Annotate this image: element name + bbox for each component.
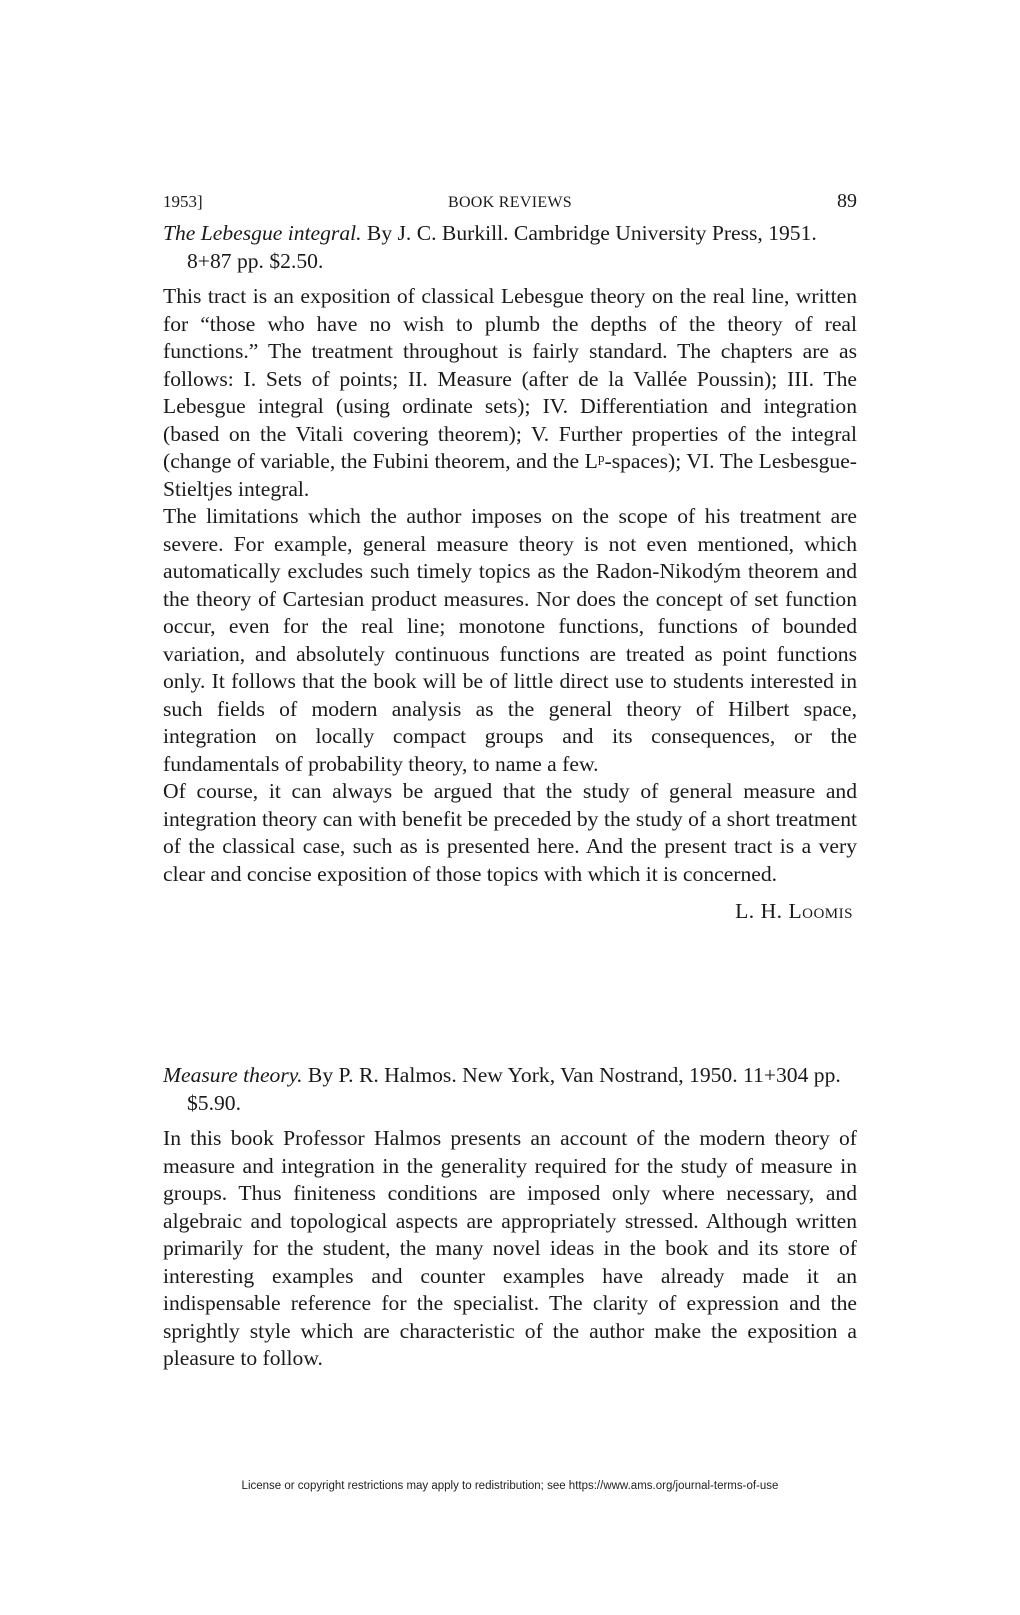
review-lebesgue-integral <box>163 220 857 926</box>
reviewer-signature: L. H. Loomis <box>735 899 853 923</box>
review-measure-theory <box>163 1062 857 1373</box>
running-head <box>163 190 857 218</box>
review-citation <box>163 220 857 275</box>
book-details: By P. R. Halmos. New York, Van Nostrand, 1950. 11+304 pp. $5.90. <box>187 1063 841 1115</box>
page-number: 89 <box>837 190 857 212</box>
book-title: The Lebesgue integral. <box>163 221 362 245</box>
license-notice: License or copyright restrictions may apply to redistribution; see https://www.ams.org/journal-terms-of-use <box>241 1480 779 1492</box>
review-paragraph: This tract is an exposition of classical Lebesgue theory on the real line, written for “those who have no wish to plumb the depths of the theory of real functions.” The treatment throughout is fairly standard. The chapters are as follows: I. Sets of points; II. Measure (after de la Vallée Poussin); III. The Lebesgue integral (using ordinate sets); IV. Differentiation and integration (based on the Vitali covering theorem); V. Further properties of the integral (change of variable, the Fubini theorem, and the Lᵖ-spaces); VI. The Lesbesgue-Stieltjes integral. <box>163 284 857 501</box>
book-details: By J. C. Burkill. Cambridge University Press, 1951. 8+87 pp. $2.50. <box>187 221 817 273</box>
running-head-section: BOOK REVIEWS <box>447 194 573 211</box>
book-title: Measure theory. <box>163 1063 303 1087</box>
review-paragraph: Of course, it can always be argued that the study of general measure and integration theory can with benefit be preceded by the study of a short treatment of the classical case, such as is presented here. And the present tract is a very clear and concise exposition of those topics with which it is concerned. <box>163 779 857 886</box>
review-citation <box>163 1062 857 1117</box>
review-paragraph: In this book Professor Halmos presents an account of the modern theory of measure and integration in the generality required for the study of measure in groups. Thus finiteness conditions are imposed only where necessary, and algebraic and topological aspects are appropriately stressed. Although written primarily for the student, the many novel ideas in the book and its store of interesting examples and counter examples have already made it an indispensable reference for the specialist. The clarity of expression and the sprightly style which are characteristic of the author make the exposition a pleasure to follow. <box>163 1126 857 1370</box>
review-paragraph: The limitations which the author imposes on the scope of his treatment are severe. For example, general measure theory is not even mentioned, which automatically excludes such timely topics as the Radon-Nikodým theorem and the theory of Cartesian product measures. Nor does the concept of set function occur, even for the real line; monotone functions, functions of bounded variation, and absolutely continuous functions are treated as point functions only. It follows that the book will be of little direct use to students interested in such fields of modern analysis as the general theory of Hilbert space, integration on locally compact groups and its consequences, or the fundamentals of probability theory, to name a few. <box>163 504 857 776</box>
running-head-year: 1953] <box>163 192 203 211</box>
